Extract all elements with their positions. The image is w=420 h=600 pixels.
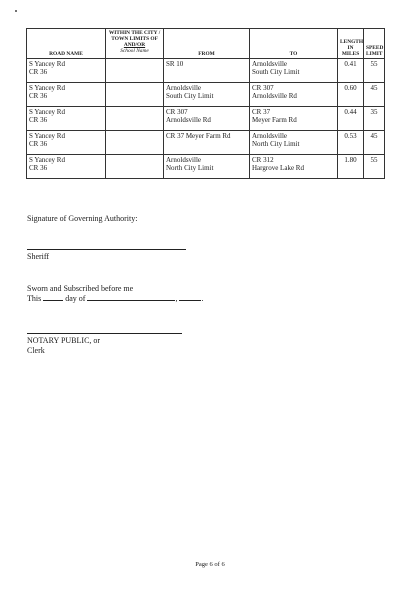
header-from: FROM [164,29,250,59]
cell-within [106,83,164,107]
page-number: Page 6 of 6 [195,561,225,568]
cell-speed: 55 [364,155,385,179]
cell-road: S Yancey Rd CR 36 [27,107,106,131]
header-speed: SPEED LIMIT [364,29,385,59]
day-blank [43,293,63,301]
scan-speck [15,10,17,12]
header-length: LENGTH IN MILES [338,29,364,59]
cell-from: Arnoldsville South City Limit [164,83,250,107]
road-speed-table [26,28,385,179]
table-row [27,107,385,131]
cell-to: Arnoldsville South City Limit [250,59,338,83]
cell-to: CR 37 Meyer Farm Rd [250,107,338,131]
cell-from: Arnoldsville North City Limit [164,155,250,179]
cell-road: S Yancey Rd CR 36 [27,131,106,155]
cell-speed: 55 [364,59,385,83]
header-school-name: School Name [120,48,149,54]
cell-from: CR 37 Meyer Farm Rd [164,131,250,155]
cell-speed: 45 [364,83,385,107]
this-word: This [27,294,42,303]
cell-length: 1.80 [338,155,364,179]
cell-within [106,155,164,179]
table-row [27,155,385,179]
header-andor: AND/OR [123,42,146,48]
table-row [27,131,385,155]
cell-from: SR 10 [164,59,250,83]
notary-signature-line [27,333,182,334]
month-blank [87,293,178,303]
cell-length: 0.53 [338,131,364,155]
cell-road: S Yancey Rd CR 36 [27,83,106,107]
table-row [27,83,385,107]
day-of-text: day of [65,294,86,303]
cell-speed: 35 [364,107,385,131]
date-line [27,293,203,303]
clerk-label: Clerk [27,346,45,355]
header-within-text: WITHIN THE CITY / TOWN LIMITS OF [108,30,161,42]
cell-to: CR 307 Arnoldsville Rd [250,83,338,107]
cell-to: CR 312 Hargrove Lake Rd [250,155,338,179]
cell-road: S Yancey Rd CR 36 [27,59,106,83]
signature-title: Signature of Governing Authority: [27,214,138,223]
cell-from: CR 307 Arnoldsville Rd [164,107,250,131]
cell-road: S Yancey Rd CR 36 [27,155,106,179]
year-blank [179,293,204,303]
sheriff-signature-line [27,249,186,250]
table-header-row [27,29,385,59]
period: . [201,294,204,303]
header-to: TO [250,29,338,59]
notary-label: NOTARY PUBLIC, or [27,336,101,345]
cell-within [106,107,164,131]
table-row [27,59,385,83]
header-road-name: ROAD NAME [27,29,106,59]
cell-length: 0.60 [338,83,364,107]
cell-speed: 45 [364,131,385,155]
comma: , [175,294,178,303]
cell-within [106,59,164,83]
sheriff-label: Sheriff [27,252,50,261]
cell-within [106,131,164,155]
header-within-city-limits [106,29,164,59]
cell-to: Arnoldsville North City Limit [250,131,338,155]
cell-length: 0.44 [338,107,364,131]
sworn-text: Sworn and Subscribed before me [27,284,134,293]
cell-length: 0.41 [338,59,364,83]
